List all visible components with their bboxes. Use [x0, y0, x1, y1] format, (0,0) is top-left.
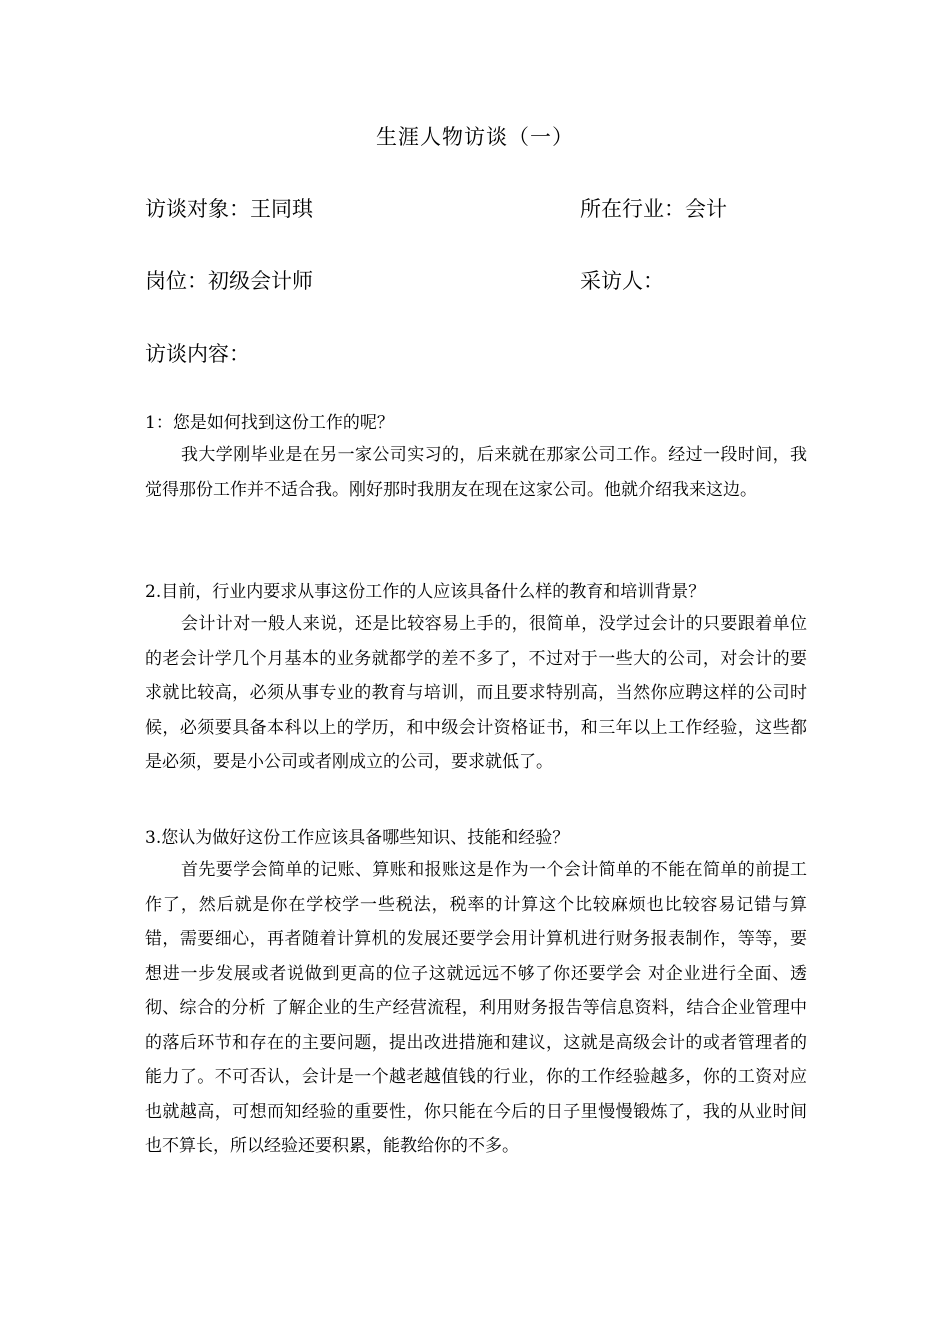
document-title: 生涯人物访谈（一） — [376, 125, 574, 149]
question-2: 2.目前，行业内要求从事这份工作的人应该具备什么样的教育和培训背景？ — [145, 582, 706, 602]
interviewer-field: 采访人： — [580, 269, 664, 293]
answer-3: 首先要学会简单的记账、算账和报账这是作为一个会计简单的不能在简单的前提工作了，然后就是你在学校学一些税法，税率的计算这个比较麻烦也比较容易记错与算错，需要细心，再者随着计算机的发展还要学会用计算机进行财务报表制作，等等，要想进一步发展或者说做到更高的位子这就远远不够了你还要学会 对企业进行全面、透彻、综合的分析 了解企业的生产经营流程，利用财务报告等信息资料，结合企业管理中的落后环节和存在的主要问题，提出改进措施和建议，这就是高级会计的或者管理者的能力了。不可否认，会计是一个越老越值钱的行业，你的工作经验越多，你的工资对应也就越高，可想而知经验的重要性，你只能在今后的日子里慢慢锻炼了，我的从业时间也不算长，所以经验还要积累，能教给你的不多。 — [145, 860, 807, 1156]
interviewee-field: 访谈对象：王同琪 — [145, 197, 313, 221]
position-field: 岗位：初级会计师 — [145, 269, 313, 293]
qa-block-2 — [145, 577, 807, 780]
qa-block-3 — [145, 823, 807, 1164]
industry-field: 所在行业：会计 — [580, 197, 727, 221]
question-3: 3.您认为做好这份工作应该具备哪些知识、技能和经验？ — [145, 828, 570, 848]
answer-1: 我大学刚毕业是在另一家公司实习的，后来就在那家公司工作。经过一段时间，我觉得那份工作并不适合我。刚好那时我朋友在现在这家公司。他就介绍我来这边。 — [145, 445, 807, 500]
answer-2: 会计计对一般人来说，还是比较容易上手的，很简单，没学过会计的只要跟着单位的老会计学几个月基本的业务就都学的差不多了，不过对于一些大的公司，对会计的要求就比较高，必须从事专业的教育与培训，而且要求特别高，当然你应聘这样的公司时候，必须要具备本科以上的学历，和中级会计资格证书，和三年以上工作经验，这些都是必须，要是小公司或者刚成立的公司，要求就低了。 — [145, 614, 807, 772]
question-1: 1：您是如何找到这份工作的呢？ — [145, 413, 394, 433]
qa-block-1 — [145, 408, 807, 507]
content-heading: 访谈内容： — [145, 342, 250, 366]
